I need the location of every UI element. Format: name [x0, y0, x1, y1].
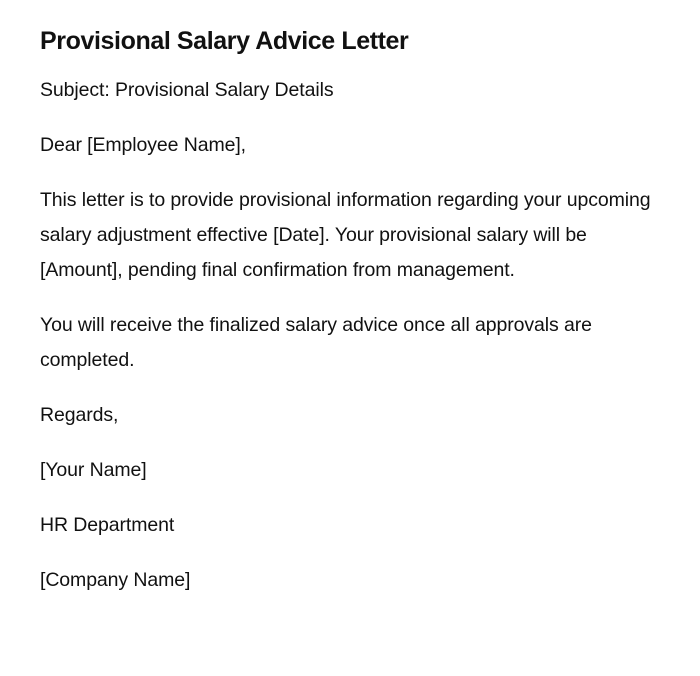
letter-greeting: Dear [Employee Name],	[40, 134, 246, 156]
signature-name: [Your Name]	[40, 459, 147, 481]
letter-body-paragraph: You will receive the finalized salary advice once all approvals are completed.	[40, 314, 592, 371]
letter-title: Provisional Salary Advice Letter	[40, 27, 409, 55]
signature-company: [Company Name]	[40, 569, 191, 591]
signature-department: HR Department	[40, 514, 175, 536]
letter-closing: Regards,	[40, 404, 119, 426]
letter-subject: Subject: Provisional Salary Details	[40, 79, 334, 101]
letter-body-paragraph: This letter is to provide provisional information regarding your upcoming salary adjustment effective [Date]. Your provisional salary will be [Amount], pending final confirmation from management.	[40, 189, 651, 281]
